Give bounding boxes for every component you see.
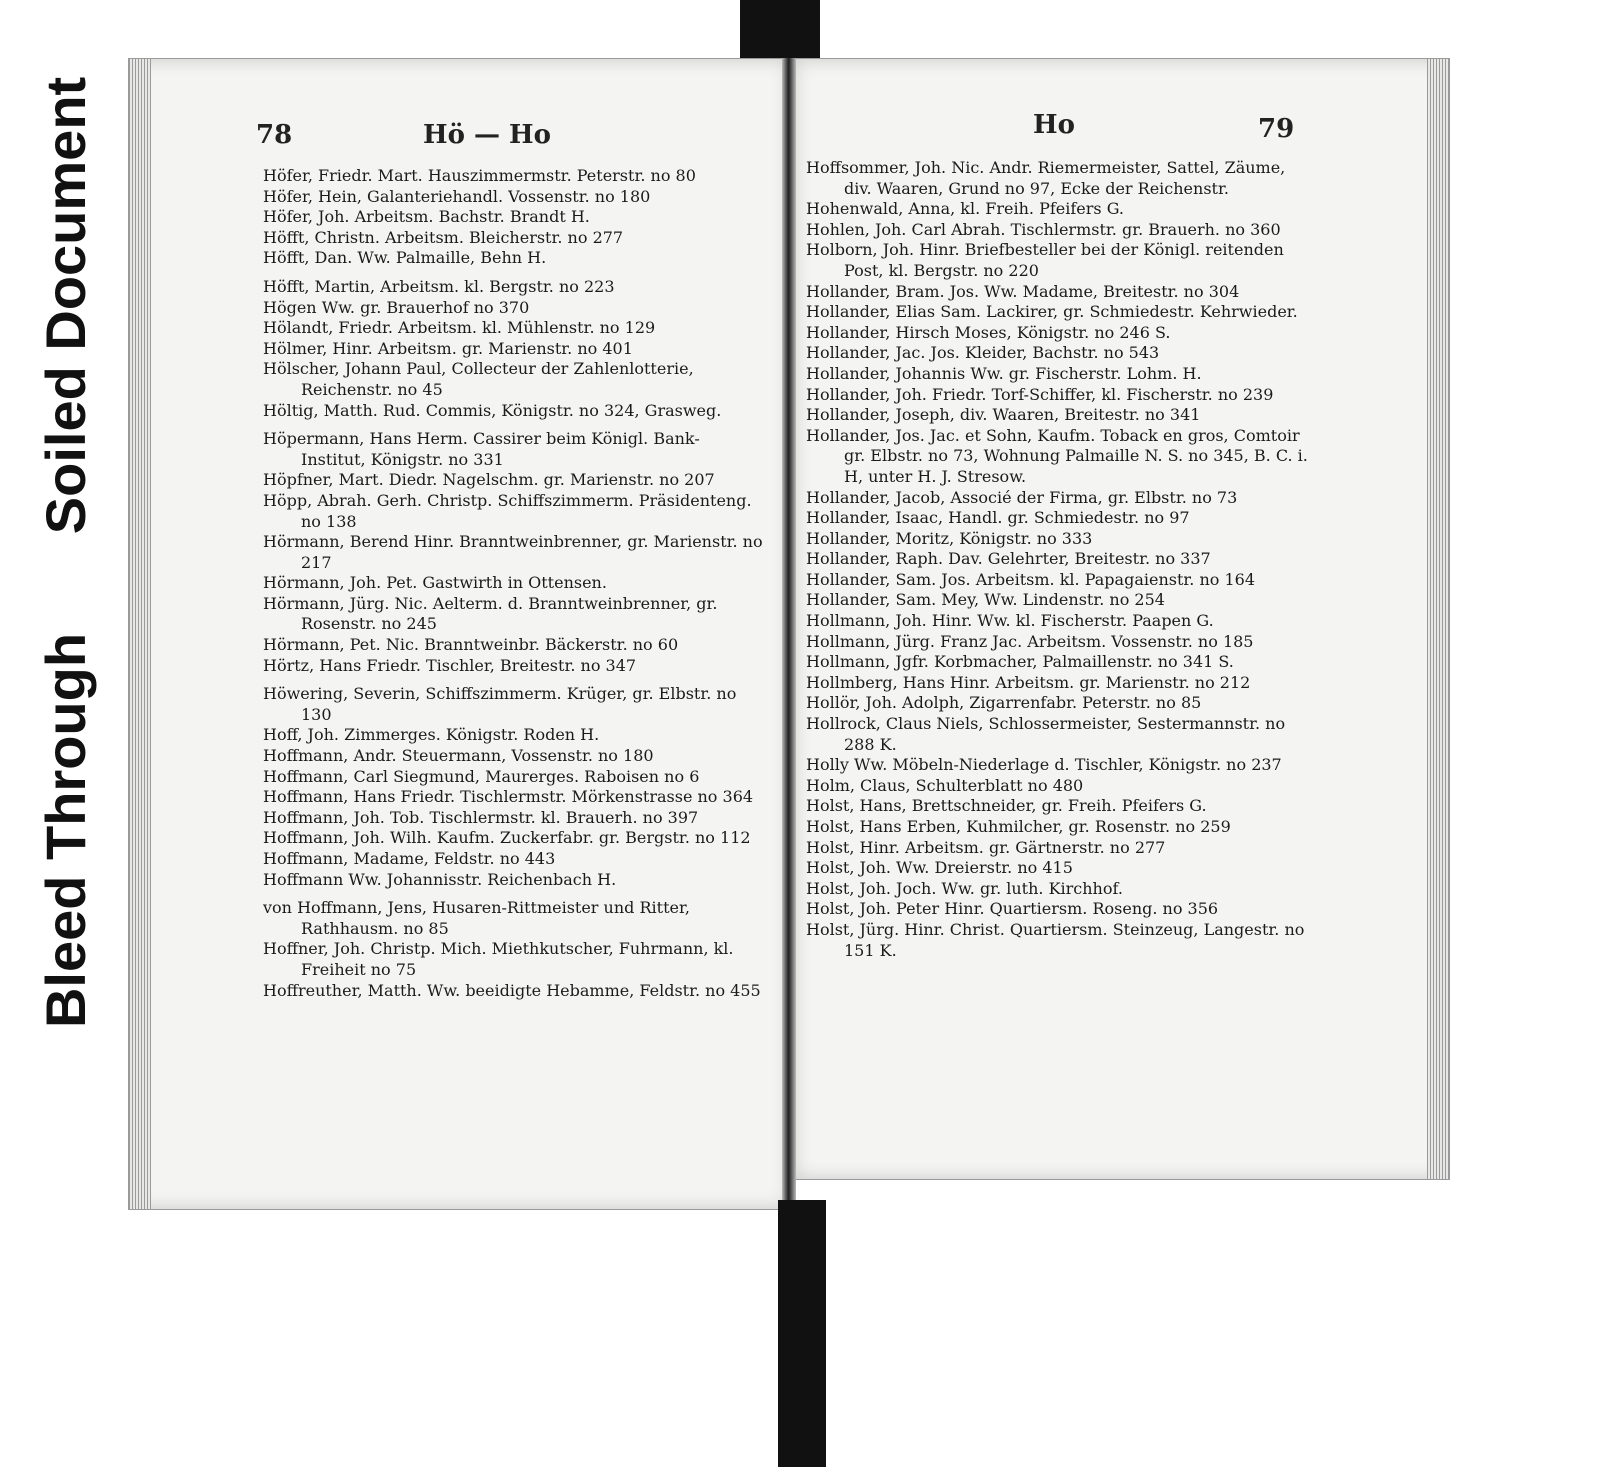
directory-entry: Hörmann, Pet. Nic. Branntweinbr. Bäckerstr. no 60 [263,635,679,655]
directory-entry: von Hoffmann, Jens, Husaren-Rittmeister und Ritter, Rathhausm. no 85 [263,898,690,938]
directory-entry: Holst, Hans, Brettschneider, gr. Freih. Pfeifers G. [806,796,1207,816]
right-entry-list [806,158,1311,961]
directory-entry: Holly Ww. Möbeln-Niederlage d. Tischler, Königstr. no 237 [806,755,1282,775]
directory-entry: Höfer, Hein, Galanteriehandl. Vossenstr. no 180 [263,186,651,206]
directory-entry: Hollander, Sam. Jos. Arbeitsm. kl. Papagaienstr. no 164 [806,569,1256,589]
book-gutter [782,58,796,1218]
directory-entry: Hoffmann, Joh. Tob. Tischlermstr. kl. Brauerh. no 397 [263,807,699,827]
directory-entry: Höfft, Christn. Arbeitsm. Bleicherstr. no 277 [263,227,624,247]
directory-entry: Hollander, Joseph, div. Waaren, Breitestr. no 341 [806,405,1201,425]
right-page-edge [1427,59,1449,1179]
directory-entry: Hollander, Jos. Jac. et Sohn, Kaufm. Toback en gros, Comtoir gr. Elbstr. no 73, Wohnung Palmaille N. S. no 345, B. C. i. H, unter H. J. Stresow. [806,425,1308,486]
directory-entry: Höpfner, Mart. Diedr. Nagelschm. gr. Marienstr. no 207 [263,470,715,490]
directory-entry: Hollmann, Jgfr. Korbmacher, Palmaillenstr. no 341 S. [806,652,1234,672]
directory-entry: Hoff, Joh. Zimmerges. Königstr. Roden H. [263,725,600,745]
directory-entry: Hollander, Raph. Dav. Gelehrter, Breitestr. no 337 [806,549,1211,569]
right-running-head: Ho [1033,110,1075,140]
directory-entry: Hollander, Elias Sam. Lackirer, gr. Schmiedestr. Kehrwieder. [806,302,1298,322]
directory-entry: Holst, Joh. Ww. Dreierstr. no 415 [806,858,1073,878]
directory-entry: Hoffmann, Madame, Feldstr. no 443 [263,849,556,868]
directory-entry: Holst, Hans Erben, Kuhmilcher, gr. Rosenstr. no 259 [806,817,1231,836]
bleed-through-label-text: Bleed Through [34,632,97,1028]
directory-entry: Hollrock, Claus Niels, Schlossermeister, Sestermannstr. no 288 K. [806,714,1286,754]
left-running-head: Hö — Ho [423,120,551,150]
soiled-document-label [18,50,113,560]
directory-entry: Hollander, Joh. Friedr. Torf-Schiffer, kl. Fischerstr. no 239 [806,384,1274,404]
directory-entry: Höwering, Severin, Schiffszimmerm. Krüger, gr. Elbstr. no 130 [263,684,737,724]
directory-entry: Holm, Claus, Schulterblatt no 480 [806,775,1084,795]
directory-entry: Höfer, Joh. Arbeitsm. Bachstr. Brandt H. [263,207,590,227]
bookmark-ribbon-bottom [778,1200,826,1467]
soiled-document-label-text: Soiled Document [34,76,98,534]
directory-entry: Hoffreuther, Matth. Ww. beeidigte Hebamme, Feldstr. no 455 [263,980,761,1000]
directory-entry: Hollander, Jacob, Associé der Firma, gr. Elbstr. no 73 [806,487,1238,507]
directory-entry: Hörmann, Joh. Pet. Gastwirth in Ottensen. [263,573,607,593]
directory-entry: Hölscher, Johann Paul, Collecteur der Zahlenlotterie, Reichenstr. no 45 [263,359,694,399]
directory-entry: Holst, Joh. Joch. Ww. gr. luth. Kirchhof. [806,878,1123,898]
directory-entry: Hoffner, Joh. Christp. Mich. Miethkutscher, Fuhrmann, kl. Freiheit no 75 [263,939,734,979]
directory-entry: Hollmberg, Hans Hinr. Arbeitsm. gr. Marienstr. no 212 [806,672,1251,692]
directory-entry: Höfer, Friedr. Mart. Hauszimmermstr. Peterstr. no 80 [263,166,696,185]
directory-entry: Holst, Hinr. Arbeitsm. gr. Gärtnerstr. no 277 [806,837,1166,857]
right-page-number: 79 [1258,114,1295,144]
left-page-number: 78 [256,120,293,150]
directory-entry: Höpermann, Hans Herm. Cassirer beim Königl. Bank-Institut, Königstr. no 331 [263,429,700,469]
directory-entry: Höfft, Martin, Arbeitsm. kl. Bergstr. no 223 [263,276,615,296]
directory-entry: Hollmann, Jürg. Franz Jac. Arbeitsm. Vossenstr. no 185 [806,631,1254,651]
directory-entry: Hoffmann, Carl Siegmund, Maurerges. Raboisen no 6 [263,766,700,786]
directory-entry: Hollander, Hirsch Moses, Königstr. no 246 S. [806,322,1171,342]
directory-entry: Hollmann, Joh. Hinr. Ww. kl. Fischerstr. Paapen G. [806,611,1214,631]
directory-entry: Hölmer, Hinr. Arbeitsm. gr. Marienstr. no 401 [263,338,633,358]
directory-entry: Hollander, Jac. Jos. Kleider, Bachstr. no 543 [806,343,1160,363]
directory-entry: Holborn, Joh. Hinr. Briefbesteller bei der Königl. reitenden Post, kl. Bergstr. no 220 [806,240,1284,280]
open-book [128,38,1458,1208]
directory-entry: Hollander, Moritz, Königstr. no 333 [806,528,1093,548]
directory-entry: Hollander, Isaac, Handl. gr. Schmiedestr. no 97 [806,508,1190,528]
directory-entry: Hohlen, Joh. Carl Abrah. Tischlermstr. gr. Brauerh. no 360 [806,219,1281,239]
directory-entry: Hölandt, Friedr. Arbeitsm. kl. Mühlenstr. no 129 [263,318,656,338]
left-page-edge [129,59,151,1209]
directory-entry: Hoffmann, Andr. Steuermann, Vossenstr. no 180 [263,746,654,766]
directory-entry: Hoffsommer, Joh. Nic. Andr. Riemermeister, Sattel, Zäume, div. Waaren, Grund no 97, Ecke der Reichenstr. [806,158,1286,198]
directory-entry: Höpp, Abrah. Gerh. Christp. Schiffszimmerm. Präsidenteng. no 138 [263,490,752,531]
left-entry-list [263,166,763,1001]
directory-entry: Holst, Jürg. Hinr. Christ. Quartiersm. Steinzeug, Langestr. no 151 K. [806,919,1305,960]
directory-entry: Höltig, Matth. Rud. Commis, Königstr. no 324, Grasweg. [263,400,722,420]
directory-entry: Hörtz, Hans Friedr. Tischler, Breitestr. no 347 [263,655,637,675]
directory-entry: Hollander, Sam. Mey, Ww. Lindenstr. no 254 [806,590,1165,610]
directory-entry: Hohenwald, Anna, kl. Freih. Pfeifers G. [806,199,1125,219]
bleed-through-label [18,590,113,1070]
directory-entry: Högen Ww. gr. Brauerhof no 370 [263,297,530,317]
directory-entry: Höfft, Dan. Ww. Palmaille, Behn H. [263,248,547,268]
directory-entry: Hoffmann, Hans Friedr. Tischlermstr. Mörkenstrasse no 364 [263,787,754,807]
directory-entry: Hörmann, Berend Hinr. Branntweinbrenner, gr. Marienstr. no 217 [263,532,763,572]
directory-entry: Hollander, Bram. Jos. Ww. Madame, Breitestr. no 304 [806,281,1240,301]
directory-entry: Hollör, Joh. Adolph, Zigarrenfabr. Peterstr. no 85 [806,693,1202,713]
directory-entry: Hörmann, Jürg. Nic. Aelterm. d. Branntweinbrenner, gr. Rosenstr. no 245 [263,593,718,634]
directory-entry: Holst, Joh. Peter Hinr. Quartiersm. Roseng. no 356 [806,899,1219,919]
directory-entry: Hoffmann Ww. Johannisstr. Reichenbach H. [263,869,617,889]
directory-entry: Hollander, Johannis Ww. gr. Fischerstr. Lohm. H. [806,363,1202,383]
directory-entry: Hoffmann, Joh. Wilh. Kaufm. Zuckerfabr. gr. Bergstr. no 112 [263,828,751,848]
